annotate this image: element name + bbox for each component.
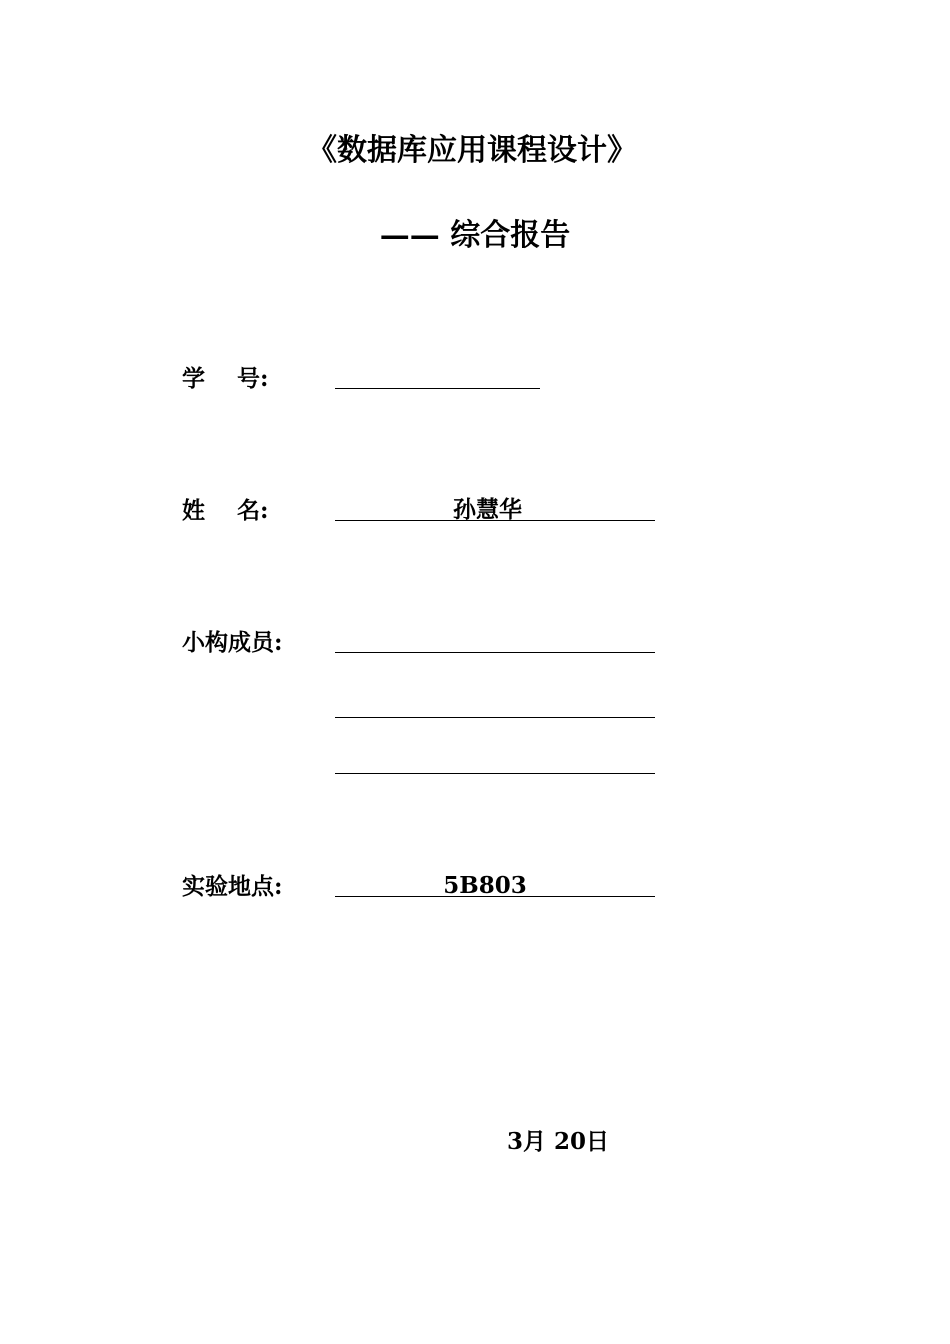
name-label: 姓 名: [182,497,269,524]
student-id-label: 学 号: [182,365,269,392]
location-value: 5B803 [443,872,527,899]
location-label: 实验地点: [182,873,283,900]
members-label: 小构成员: [182,629,283,656]
report-date: 3月 20日 [507,1128,610,1155]
student-id-underline [335,388,540,389]
member-line-1 [335,652,655,653]
report-title: 《数据库应用课程设计》 [307,133,637,168]
member-line-3 [335,773,655,774]
name-value: 孙慧华 [453,496,522,523]
member-line-2 [335,717,655,718]
report-subtitle: —— 综合报告 [379,218,571,253]
